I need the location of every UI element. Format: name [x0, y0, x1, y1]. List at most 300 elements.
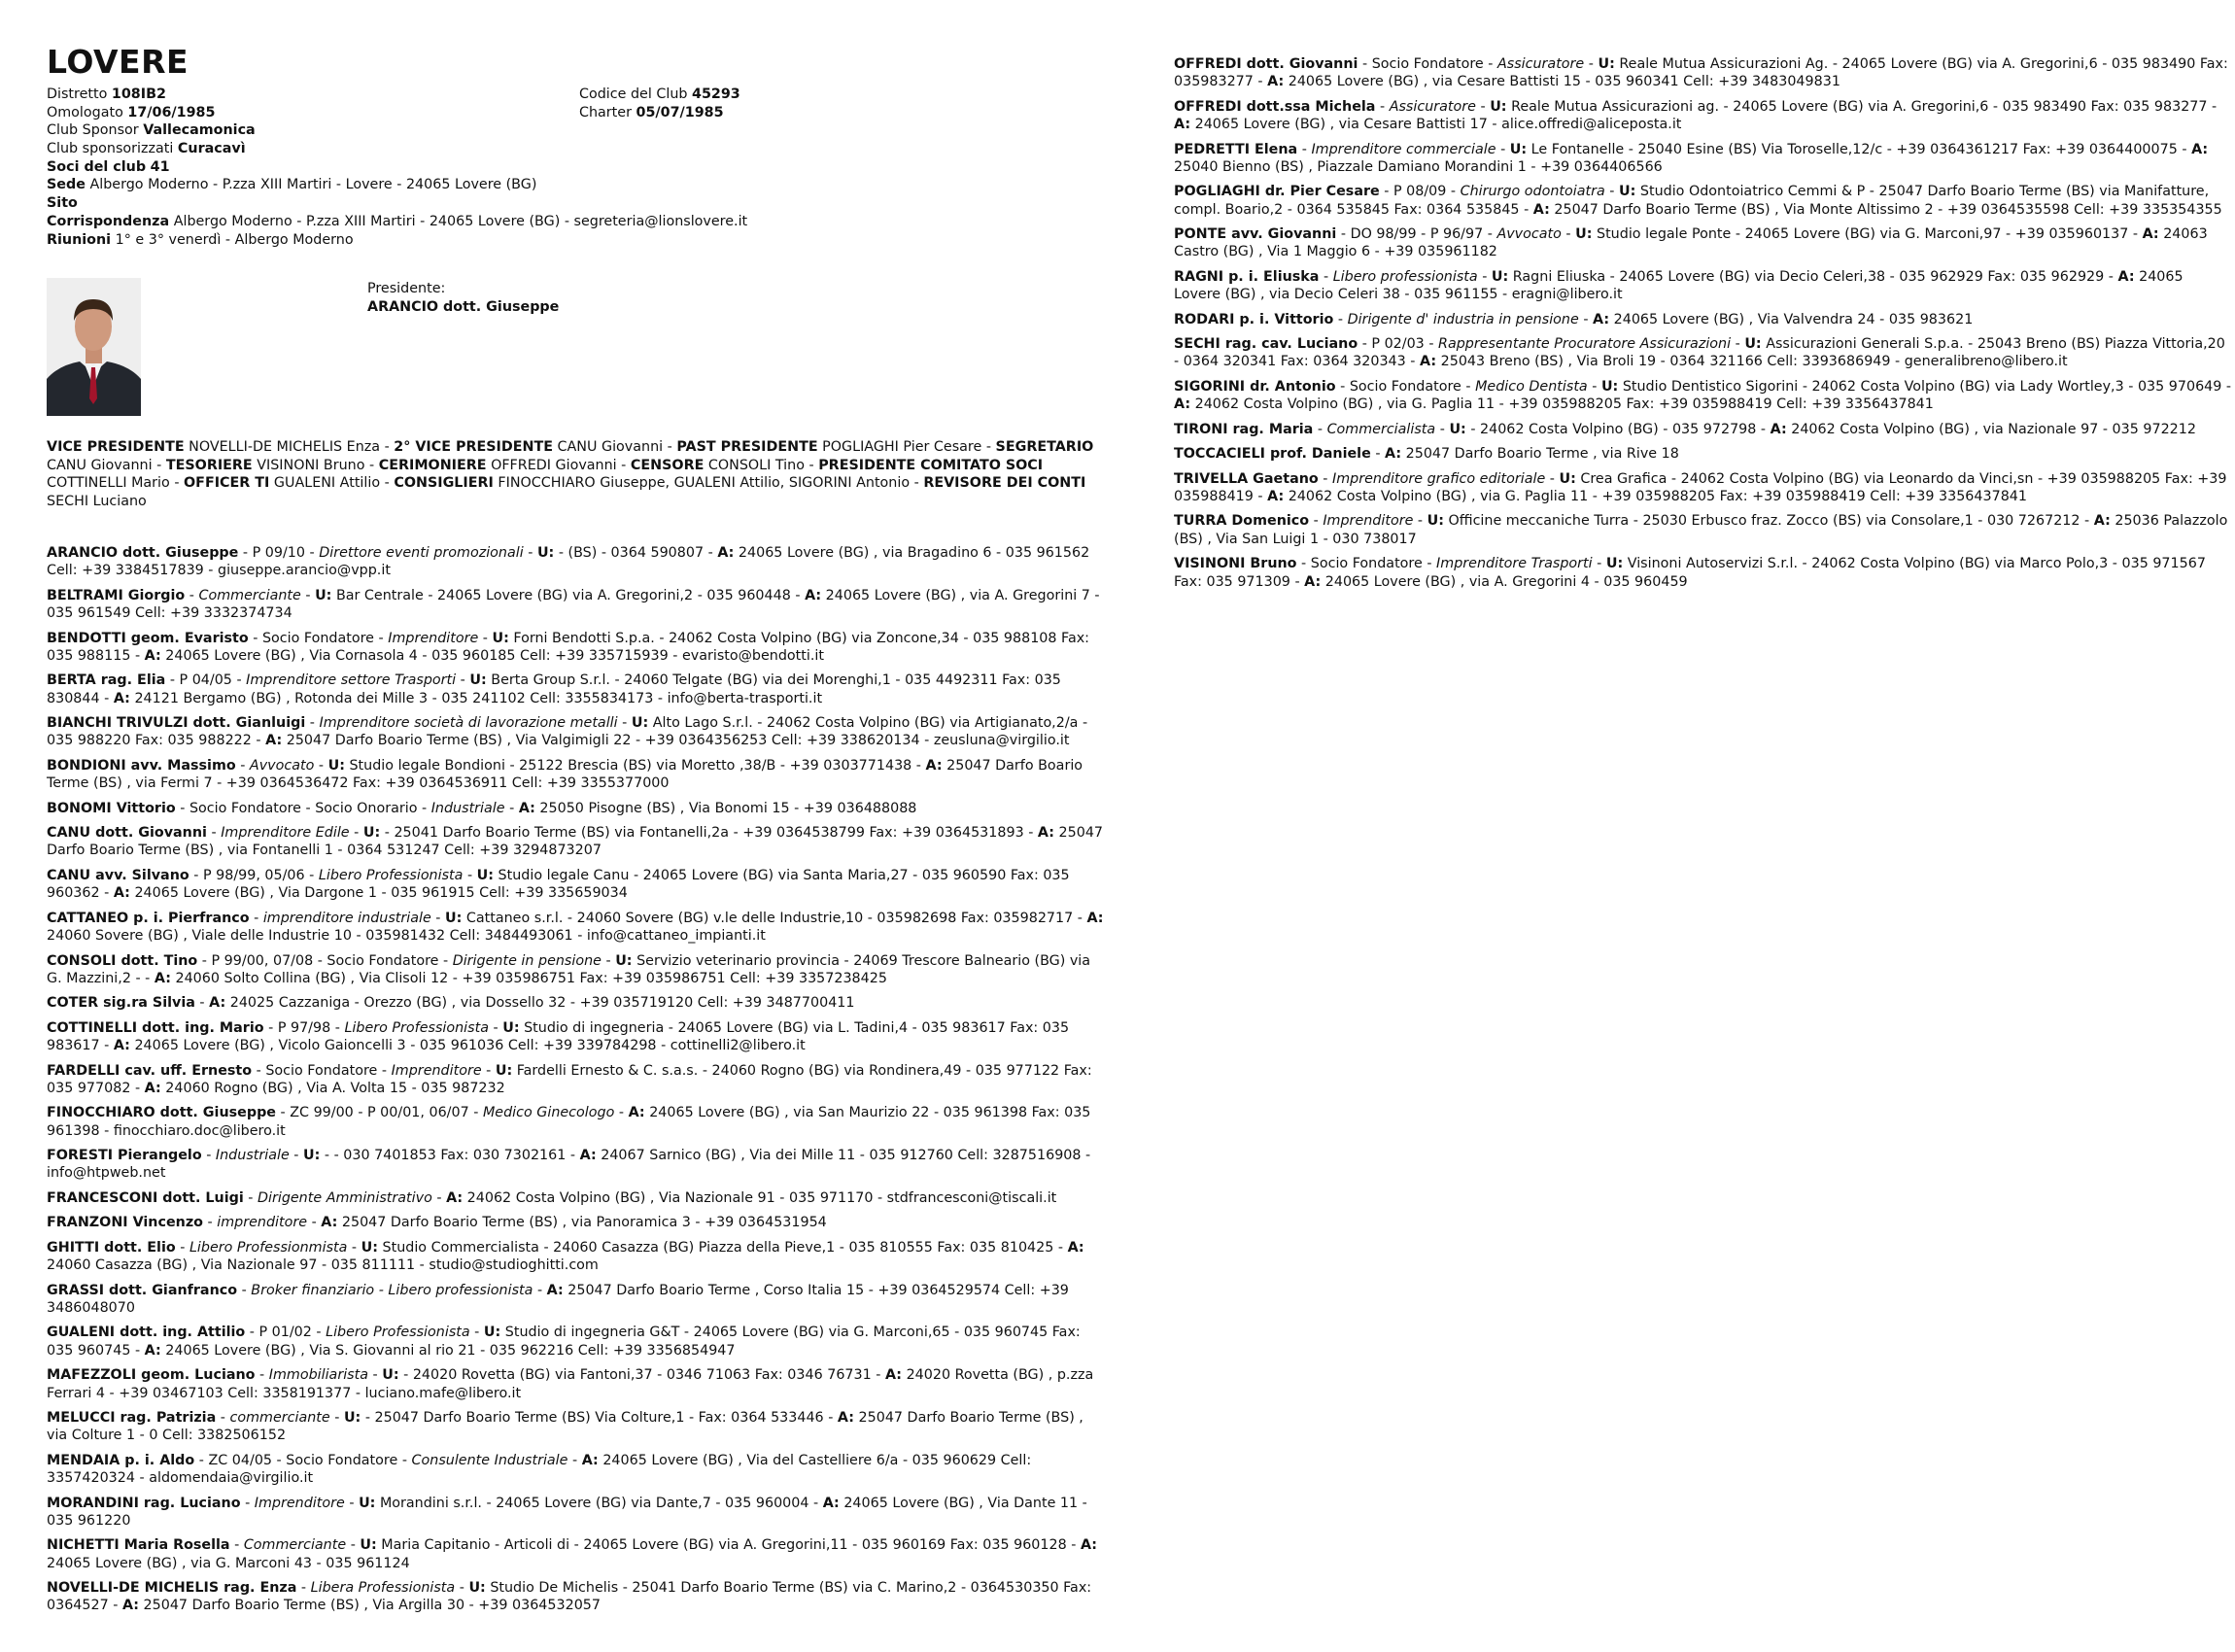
member-name: COTER sig.ra Silvia: [47, 995, 195, 1012]
officer-role: TESORIERE: [165, 457, 253, 473]
home-label: A:: [154, 970, 171, 986]
member-name: RODARI p. i. Vittorio: [1174, 311, 1334, 327]
work-address: Reale Mutua Assicurazioni Ag. - 24065 Lovere (BG) via A. Gregorini,6 - 035 983490 Fax: 035983277: [1174, 56, 2228, 90]
president-photo: [47, 278, 141, 416]
member-profession: Chirurgo odontoiatra: [1460, 184, 1605, 200]
home-address: 24065 Lovere (BG) , Via S. Giovanni al rio 21 - 035 962216 Cell: +39 3356854947: [165, 1342, 736, 1359]
member-entry: BERTA rag. Elia - P 04/05 - Imprenditore settore Trasporti - U: Berta Group S.r.l. - 24060 Telgate (BG) via dei Morenghi,1 - 035 4492311 Fax: 035 830844 - A: 24121 Bergamo (BG) , Rotonda dei Mille 3 - 035 241102 Cell: 3355834173 - info@berta-trasporti.it: [47, 672, 1061, 706]
member-profession: Imprenditore società di lavorazione metalli: [319, 715, 618, 732]
member-entry: BELTRAMI Giorgio - Commerciante - U: Bar Centrale - 24065 Lovere (BG) via A. Gregorini,2 - 035 960448 - A: 24065 Lovere (BG) , via A. Gregorini 7 - 035 961549 Cell: +39 3332374734: [47, 587, 1100, 622]
member-name: MAFEZZOLI geom. Luciano: [47, 1367, 256, 1384]
home-label: A:: [113, 1038, 130, 1054]
home-address: 24020 Rovetta (BG) , p.zza Ferrari 4 - +39 03467103 Cell: 3358191377 - luciano.mafe@libero.it: [47, 1367, 1094, 1401]
member-profession: Immobiliarista: [268, 1367, 368, 1384]
work-address: Studio Commercialista - 24060 Casazza (BG) Piazza della Pieve,1 - 035 810555 Fax: 035 810425: [382, 1239, 1054, 1256]
home-address: 24060 Solto Collina (BG) , Via Clisoli 12 - +39 035986751 Fax: +39 035986751 Cell: +39 3357238425: [175, 970, 887, 986]
charter: [579, 104, 724, 122]
member-name: BERTA rag. Elia: [47, 672, 166, 689]
members-list-left: [47, 544, 1106, 1622]
member-name: CANU dott. Giovanni: [47, 825, 207, 842]
home-label: A:: [1770, 421, 1787, 437]
officer-role: CONSIGLIERI: [394, 475, 494, 491]
home-address: 25047 Darfo Boario Terme (BS) , Via Valgimigli 22 - +39 0364356253 Cell: +39 338620134 - zeusluna@virgilio.it: [286, 733, 1070, 749]
member-name: ARANCIO dott. Giuseppe: [47, 545, 239, 561]
member-name: FARDELLI cav. uff. Ernesto: [47, 1062, 253, 1079]
member-name: TURRA Domenico: [1174, 513, 1310, 530]
home-address: 24065 Lovere (BG) , via A. Gregorini 7 - 035 961549 Cell: +39 3332374734: [47, 587, 1100, 622]
work-address: Fardelli Ernesto & C. s.a.s. - 24060 Rogno (BG) via Rondinera,49 - 035 977122 Fax: 035 977082: [47, 1062, 1092, 1096]
member-entry: CANU dott. Giovanni - Imprenditore Edile - U: - 25041 Darfo Boario Terme (BS) via Fontanelli,2a - +39 0364538799 Fax: +39 0364531893 - A: 25047 Darfo Boario Terme (BS) , via Fontanelli 1 - 0364 531247 Cell: +39 3294873207: [47, 825, 1104, 859]
member-entry: FRANZONI Vincenzo - imprenditore - A: 25047 Darfo Boario Terme (BS) , via Panoramica 3 - +39 0364531954: [47, 1215, 827, 1231]
officer-role: CENSORE: [630, 457, 705, 473]
member-entry: CANU avv. Silvano - P 98/99, 05/06 - Libero Professionista - U: Studio legale Canu - 24065 Lovere (BG) via Santa Maria,27 - 035 960590 Fax: 035 960362 - A: 24065 Lovere (BG) , Via Dargone 1 - 035 961915 Cell: +39 335659034: [47, 867, 1070, 902]
member-name: VISINONI Bruno: [1174, 556, 1297, 572]
work-address: Studio di ingegneria G&T - 24065 Lovere (BG) via G. Marconi,65 - 035 960745 Fax: 035 960745: [47, 1325, 1081, 1359]
soci-value: 41: [150, 158, 170, 175]
member-entry: BENDOTTI geom. Evaristo - Socio Fondatore - Imprenditore - U: Forni Bendotti S.p.a. - 24062 Costa Volpino (BG) via Zoncone,34 - 035 988108 Fax: 035 988115 - A: 24065 Lovere (BG) , Via Cornasola 4 - 035 960185 Cell: +39 335715939 - evaristo@bendotti.it: [47, 630, 1089, 664]
work-address: Servizio veterinario provincia - 24069 Trescore Balneario (BG) via G. Mazzini,2 -: [47, 952, 1091, 986]
member-role: Socio Fondatore: [261, 630, 374, 646]
officer-names: FINOCCHIARO Giuseppe, GUALENI Attilio, SIGORINI Antonio: [498, 475, 911, 491]
president-label: Presidente:: [367, 281, 446, 296]
member-name: FRANZONI Vincenzo: [47, 1215, 203, 1231]
home-address: 25047 Darfo Boario Terme (BS) , via Fontanelli 1 - 0364 531247 Cell: +39 3294873207: [47, 825, 1104, 859]
member-name: RAGNI p. i. Eliuska: [1174, 268, 1320, 285]
corrispondenza-label: Corrispondenza: [47, 213, 170, 229]
work-label: U:: [469, 672, 487, 689]
president-block: [367, 280, 559, 317]
work-address: - 24020 Rovetta (BG) via Fantoni,37 - 0346 71063 Fax: 0346 76731: [403, 1367, 872, 1384]
home-address: 24065 Lovere (BG) , via G. Marconi 43 - 035 961124: [47, 1555, 410, 1571]
officer-names: SECHI Luciano: [47, 493, 147, 509]
work-address: Le Fontanelle - 25040 Esine (BS) Via Toroselle,12/c - +39 0364361217 Fax: +39 0364400075: [1530, 141, 2178, 157]
member-profession: Broker finanziario - Libero professionista: [251, 1282, 533, 1298]
member-profession: Libero Professionmista: [189, 1239, 348, 1256]
home-label: A:: [717, 545, 735, 561]
member-profession: Assicuratore: [1496, 56, 1585, 72]
home-address: 24065 Lovere (BG) , via A. Gregorini 4 - 035 960459: [1324, 573, 1688, 590]
work-label: U:: [361, 1239, 378, 1256]
member-entry: FINOCCHIARO dott. Giuseppe - ZC 99/00 - P 00/01, 06/07 - Medico Ginecologo - A: 24065 Lovere (BG) , via San Maurizio 22 - 035 961398 Fax: 035 961398 - finocchiaro.doc@libero.it: [47, 1105, 1091, 1139]
work-label: U:: [362, 825, 381, 842]
home-label: A:: [209, 995, 226, 1012]
member-entry: BIANCHI TRIVULZI dott. Gianluigi - Imprenditore società di lavorazione metalli - U: Alto Lago S.r.l. - 24062 Costa Volpino (BG) via Artigianato,2/a - 035 988220 Fax: 035 988222 - A: 25047 Darfo Boario Terme (BS) , Via Valgimigli 22 - +39 0364356253 Cell: +39 338620134 - zeusluna@virgilio.it: [47, 715, 1088, 749]
home-label: A:: [2191, 141, 2209, 157]
member-profession: Direttore eventi promozionali: [319, 545, 524, 561]
member-profession: Industriale: [430, 800, 505, 816]
member-entry: ARANCIO dott. Giuseppe - P 09/10 - Direttore eventi promozionali - U: - (BS) - 0364 590807 - A: 24065 Lovere (BG) , via Bragadino 6 - 035 961562 Cell: +39 3384517839 - giuseppe.arancio@vpp.it: [47, 545, 1090, 579]
member-entry: OFFREDI dott. Giovanni - Socio Fondatore - Assicuratore - U: Reale Mutua Assicurazioni Ag. - 24065 Lovere (BG) via A. Gregorini,6 - 035 983490 Fax: 035983277 - A: 24065 Lovere (BG) , via Cesare Battisti 15 - 035 960341 Cell: +39 3483049831: [1174, 56, 2228, 90]
home-address: 24062 Costa Volpino (BG) , Via Nazionale 91 - 035 971170 - stdfrancesconi@tiscali.it: [466, 1189, 1057, 1206]
home-address: 24063 Castro (BG) , Via 1 Maggio 6 - +39 035961182: [1174, 226, 2208, 260]
member-profession: Medico Dentista: [1475, 378, 1588, 395]
work-address: Assicurazioni Generali S.p.a. - 25043 Breno (BS) Piazza Vittoria,20 - 0364 320341 Fax: 0364 320343: [1174, 336, 2225, 370]
member-profession: Dirigente in pensione: [452, 952, 602, 969]
home-address: 24062 Costa Volpino (BG) , via G. Paglia 11 - +39 035988205 Fax: +39 035988419 Cell: +39 3356437841: [1194, 396, 1934, 413]
member-name: OFFREDI dott.ssa Michela: [1174, 98, 1376, 115]
member-profession: Imprenditore Edile: [221, 825, 350, 842]
sponsor-row: [47, 121, 1018, 140]
work-label: U:: [1600, 378, 1619, 395]
members-list-right: [1174, 55, 2233, 598]
work-label: U:: [1490, 98, 1507, 115]
work-label: U:: [1491, 268, 1509, 285]
work-label: U:: [536, 545, 555, 561]
work-address: Morandini s.r.l. - 24065 Lovere (BG) via Dante,7 - 035 960004: [379, 1495, 809, 1511]
sede-label: Sede: [47, 177, 86, 193]
member-name: GHITTI dott. Elio: [47, 1239, 176, 1256]
sponsorizzati-label: Club sponsorizzati: [47, 141, 174, 157]
home-address: 25036 Palazzolo (BS) , Via San Luigi 1 - 030 738017: [1174, 513, 2228, 547]
work-address: Officine meccaniche Turra - 25030 Erbusco fraz. Zocco (BS) via Consolare,1 - 030 7267212: [1448, 513, 2080, 530]
member-name: CATTANEO p. i. Pierfranco: [47, 910, 250, 926]
member-profession: Imprenditore: [1323, 513, 1414, 530]
home-label: A:: [805, 587, 822, 603]
home-address: 24060 Casazza (BG) , Via Nazionale 97 - 035 811111 - studio@studioghitti.com: [47, 1257, 599, 1274]
officer-role: PAST PRESIDENTE: [676, 439, 818, 455]
member-entry: RAGNI p. i. Eliuska - Libero professionista - U: Ragni Eliuska - 24065 Lovere (BG) via Decio Celeri,38 - 035 962929 Fax: 035 962929 - A: 24065 Lovere (BG) , via Decio Celeri 38 - 035 961155 - eragni@libero.it: [1174, 268, 2183, 303]
member-entry: COTER sig.ra Silvia - A: 24025 Cazzaniga - Orezzo (BG) , via Dossello 32 - +39 035719120 Cell: +39 3487700411: [47, 995, 855, 1012]
member-profession: Commercialista: [1326, 421, 1436, 437]
work-address: - - 030 7401853 Fax: 030 7302161: [324, 1148, 567, 1164]
work-label: U:: [1427, 513, 1444, 530]
member-entry: GRASSI dott. Gianfranco - Broker finanziario - Libero professionista - A: 25047 Darfo Boario Terme , Corso Italia 15 - +39 0364529574 Cell: +39 3486048070: [47, 1282, 1069, 1316]
work-label: U:: [483, 1325, 501, 1341]
officer-names: OFFREDI Giovanni: [491, 457, 617, 473]
member-name: FORESTI Pierangelo: [47, 1148, 202, 1164]
work-label: U:: [327, 757, 345, 774]
home-address: 24065 Lovere (BG) , Via Dargone 1 - 035 961915 Cell: +39 335659034: [134, 885, 628, 902]
omologato-label: Omologato: [47, 104, 123, 120]
home-label: A:: [2117, 268, 2135, 285]
officer-names: VISINONI Bruno: [257, 457, 365, 473]
member-entry: SIGORINI dr. Antonio - Socio Fondatore - Medico Dentista - U: Studio Dentistico Sigorini - 24062 Costa Volpino (BG) via Lady Wortley,3 - 035 970649 - A: 24062 Costa Volpino (BG) , via G. Paglia 11 - +39 035988205 Fax: +39 035988419 Cell: +39 3356437841: [1174, 378, 2232, 413]
work-address: - 25041 Darfo Boario Terme (BS) via Fontanelli,2a - +39 0364538799 Fax: +39 0364531893: [384, 825, 1024, 842]
work-label: U:: [615, 952, 633, 969]
member-entry: CONSOLI dott. Tino - P 99/00, 07/08 - Socio Fondatore - Dirigente in pensione - U: Servizio veterinario provincia - 24069 Trescore Balneario (BG) via G. Mazzini,2 - - A: 24060 Solto Collina (BG) , Via Clisoli 12 - +39 035986751 Fax: +39 035986751 Cell: +39 3357238425: [47, 952, 1091, 986]
home-label: A:: [581, 1452, 599, 1468]
officer-names: NOVELLI-DE MICHELIS Enza: [189, 439, 381, 455]
work-label: U:: [1605, 556, 1624, 572]
member-name: PEDRETTI Elena: [1174, 141, 1298, 157]
work-label: U:: [476, 867, 494, 883]
officer-names: GUALENI Attilio: [273, 475, 381, 491]
work-address: Cattaneo s.r.l. - 24060 Sovere (BG) v.le delle Industrie,10 - 035982698 Fax: 035982717: [465, 910, 1074, 926]
member-entry: NICHETTI Maria Rosella - Commerciante - U: Maria Capitanio - Articoli di - 24065 Lovere (BG) via A. Gregorini,11 - 035 960169 Fax: 035 960128 - A: 24065 Lovere (BG) , via G. Marconi 43 - 035 961124: [47, 1537, 1097, 1571]
member-role: ZC 99/00 - P 00/01, 06/07: [290, 1105, 469, 1121]
work-label: U:: [468, 1580, 486, 1597]
member-profession: Dirigente Amministrativo: [257, 1189, 432, 1206]
member-profession: imprenditore industriale: [262, 910, 431, 926]
member-entry: TURRA Domenico - Imprenditore - U: Officine meccaniche Turra - 25030 Erbusco fraz. Zocco (BS) via Consolare,1 - 030 7267212 - A: 25036 Palazzolo (BS) , Via San Luigi 1 - 030 738017: [1174, 513, 2228, 547]
member-entry: FARDELLI cav. uff. Ernesto - Socio Fondatore - Imprenditore - U: Fardelli Ernesto & C. s.a.s. - 24060 Rogno (BG) via Rondinera,49 - 035 977122 Fax: 035 977082 - A: 24060 Rogno (BG) , Via A. Volta 15 - 035 987232: [47, 1062, 1092, 1096]
work-label: U:: [1575, 226, 1593, 243]
member-name: COTTINELLI dott. ing. Mario: [47, 1019, 264, 1036]
member-profession: Libera Professionista: [310, 1580, 456, 1597]
work-label: U:: [495, 1062, 513, 1079]
officer-names: CONSOLI Tino: [707, 457, 805, 473]
member-name: TIRONI rag. Maria: [1174, 421, 1314, 437]
home-label: A:: [1593, 311, 1610, 327]
member-entry: TIRONI rag. Maria - Commercialista - U: - 24062 Costa Volpino (BG) - 035 972798 - A: 24062 Costa Volpino (BG) , via Nazionale 97 - 035 972212: [1174, 421, 2196, 437]
member-name: BONDIONI avv. Massimo: [47, 757, 236, 774]
work-label: U:: [445, 910, 463, 926]
work-address: Studio Dentistico Sigorini - 24062 Costa Volpino (BG) via Lady Wortley,3 - 035 970649: [1622, 378, 2222, 395]
member-name: BENDOTTI geom. Evaristo: [47, 630, 249, 646]
member-profession: Libero professionista: [1332, 268, 1478, 285]
work-address: Studio legale Canu - 24065 Lovere (BG) via Santa Maria,27 - 035 960590 Fax: 035 960362: [47, 867, 1070, 902]
club-name: LOVERE: [47, 43, 189, 81]
corrispondenza-value: Albergo Moderno - P.zza XIII Martiri - 24065 Lovere (BG) - segreteria@lionslovere.it: [173, 213, 748, 229]
member-profession: Imprenditore: [391, 1062, 482, 1079]
home-address: 24121 Bergamo (BG) , Rotonda dei Mille 3 - 035 241102 Cell: 3355834173 - info@berta-trasporti.it: [134, 690, 823, 706]
member-role: Socio Fondatore: [1349, 378, 1461, 395]
work-address: - (BS) - 0364 590807: [558, 545, 705, 561]
officer-role: PRESIDENTE COMITATO SOCI: [818, 457, 1044, 473]
officer-names: POGLIAGHI Pier Cesare: [822, 439, 982, 455]
member-profession: Imprenditore settore Trasporti: [246, 672, 457, 689]
home-address: 24065 Lovere (BG) , via San Maurizio 22 - 035 961398 Fax: 035 961398 - finocchiaro.doc@libero.it: [47, 1105, 1091, 1139]
president-portrait-icon: [47, 278, 141, 416]
member-entry: PEDRETTI Elena - Imprenditore commerciale - U: Le Fontanelle - 25040 Esine (BS) Via Toroselle,12/c - +39 0364361217 Fax: +39 0364400075 - A: 25040 Bienno (BS) , Piazzale Damiano Morandini 1 - +39 0364406566: [1174, 141, 2209, 175]
member-profession: Commerciante: [243, 1537, 347, 1554]
sito-row: [47, 194, 1018, 213]
work-label: U:: [1598, 56, 1615, 72]
codice-value: 45293: [692, 86, 740, 102]
member-profession: Libero Professionista: [318, 867, 464, 883]
member-entry: CATTANEO p. i. Pierfranco - imprenditore industriale - U: Cattaneo s.r.l. - 24060 Sovere (BG) v.le delle Industrie,10 - 035982698 Fax: 035982717 - A: 24060 Sovere (BG) , Viale delle Industrie 10 - 035981432 Cell: 3484493061 - info@cattaneo_impianti.it: [47, 910, 1104, 945]
member-profession: Imprenditore: [388, 630, 479, 646]
sponsorizzati-row: [47, 140, 1018, 158]
home-address: 25047 Darfo Boario Terme (BS) , via Panoramica 3 - +39 0364531954: [341, 1215, 827, 1231]
work-label: U:: [1449, 421, 1466, 437]
member-name: CANU avv. Silvano: [47, 867, 189, 883]
omologato-row: [47, 104, 1018, 122]
member-name: TOCCACIELI prof. Daniele: [1174, 446, 1371, 463]
work-address: Studio legale Bondioni - 25122 Brescia (BS) via Moretto ,38/B - +39 0303771438: [349, 757, 912, 774]
member-name: OFFREDI dott. Giovanni: [1174, 56, 1358, 72]
work-label: U:: [631, 715, 649, 732]
officer-names: CANU Giovanni: [557, 439, 664, 455]
sponsor-value: Vallecamonica: [143, 122, 256, 139]
officer-role: 2° VICE PRESIDENTE: [394, 439, 553, 455]
member-name: MORANDINI rag. Luciano: [47, 1495, 241, 1511]
codice-club: [579, 86, 740, 104]
home-address: 25043 Breno (BS) , Via Broli 19 - 0364 321166 Cell: 3393686949 - generalibreno@libero.it: [1440, 354, 2068, 370]
work-address: Visinoni Autoservizi S.r.l. - 24062 Costa Volpino (BG) via Marco Polo,3 - 035 971567 Fax: 035 971309: [1174, 556, 2206, 590]
home-label: A:: [321, 1215, 338, 1231]
sede-row: [47, 176, 1018, 194]
member-profession: Assicuratore: [1389, 98, 1476, 115]
member-name: MELUCCI rag. Patrizia: [47, 1410, 217, 1426]
home-label: A:: [1420, 354, 1437, 370]
work-label: U:: [492, 630, 509, 646]
home-label: A:: [446, 1189, 464, 1206]
member-role: P 97/98: [277, 1019, 331, 1036]
codice-label: Codice del Club: [579, 86, 688, 102]
club-officers: VICE PRESIDENTE NOVELLI-DE MICHELIS Enza - 2° VICE PRESIDENTE CANU Giovanni - PAST PRESIDENTE POGLIAGHI Pier Cesare - SEGRETARIO CANU Giovanni - TESORIERE VISINONI Bruno - CERIMONIERE OFFREDI Giovanni - CENSORE CONSOLI Tino - PRESIDENTE COMITATO SOCI COTTINELLI Mario - OFFICER TI GUALENI Attilio - CONSIGLIERI FINOCCHIARO Giuseppe, GUALENI Attilio, SIGORINI Antonio - REVISORE DEI CONTI SECHI Luciano: [47, 439, 1094, 509]
member-name: NOVELLI-DE MICHELIS rag. Enza: [47, 1580, 297, 1597]
member-role: Socio Fondatore: [265, 1062, 378, 1079]
home-label: A:: [1174, 117, 1191, 133]
sito-label: Sito: [47, 195, 78, 212]
home-address: 24065 Lovere (BG) , Via Valvendra 24 - 035 983621: [1613, 311, 1974, 327]
work-label: U:: [343, 1410, 361, 1426]
member-role: Socio Fondatore: [1310, 556, 1423, 572]
home-label: A:: [1080, 1537, 1097, 1554]
member-name: SECHI rag. cav. Luciano: [1174, 336, 1358, 353]
home-label: A:: [113, 690, 130, 706]
home-label: A:: [144, 647, 161, 664]
officer-role: CERIMONIERE: [378, 457, 487, 473]
member-profession: Rappresentante Procuratore Assicurazioni: [1438, 336, 1732, 353]
corrispondenza-row: [47, 213, 1018, 231]
member-profession: Imprenditore commerciale: [1311, 141, 1496, 157]
home-label: A:: [579, 1148, 597, 1164]
home-label: A:: [1385, 446, 1402, 463]
member-entry: MORANDINI rag. Luciano - Imprenditore - U: Morandini s.r.l. - 24065 Lovere (BG) via Dante,7 - 035 960004 - A: 24065 Lovere (BG) , Via Dante 11 - 035 961220: [47, 1495, 1087, 1529]
work-address: Studio di ingegneria - 24065 Lovere (BG) via L. Tadini,4 - 035 983617 Fax: 035 983617: [47, 1019, 1070, 1054]
home-address: 25047 Darfo Boario Terme (BS) , via Colture 1 - 0 Cell: 3382506152: [47, 1410, 1083, 1444]
home-label: A:: [628, 1105, 645, 1121]
member-role: P 99/00, 07/08 - Socio Fondatore: [211, 952, 439, 969]
member-name: NICHETTI Maria Rosella: [47, 1537, 230, 1554]
work-label: U:: [359, 1495, 376, 1511]
distretto-row: [47, 86, 1018, 104]
sede-value: Albergo Moderno - P.zza XIII Martiri - Lovere - 24065 Lovere (BG): [89, 177, 537, 193]
work-address: Reale Mutua Assicurazioni ag. - 24065 Lovere (BG) via A. Gregorini,6 - 035 983490 Fax: 035 983277: [1511, 98, 2208, 115]
home-address: 24062 Costa Volpino (BG) , via G. Paglia 11 - +39 035988205 Fax: +39 035988419 Cell: +39 3356437841: [1288, 489, 2027, 504]
home-address: 24065 Lovere (BG) , Vicolo Gaioncelli 3 - 035 961036 Cell: +39 339784298 - cottinelli2@libero.it: [134, 1038, 806, 1054]
officer-role: REVISORE DEI CONTI: [923, 475, 1086, 491]
home-address: 24060 Sovere (BG) , Viale delle Industrie 10 - 035981432 Cell: 3484493061 - info@cattaneo_impianti.it: [47, 928, 766, 945]
home-address: 24060 Rogno (BG) , Via A. Volta 15 - 035 987232: [165, 1080, 505, 1096]
riunioni-value: 1° e 3° venerdì - Albergo Moderno: [115, 231, 354, 248]
home-label: A:: [1532, 201, 1550, 218]
sponsorizzati-value: Curacavì: [177, 141, 246, 157]
member-profession: Medico Ginecologo: [482, 1105, 615, 1121]
officer-names: COTTINELLI Mario: [47, 475, 170, 491]
home-address: 25047 Darfo Boario Terme (BS) , via Fermi 7 - +39 0364536472 Fax: +39 0364536911 Cell: +39 3355377000: [47, 757, 1083, 792]
member-role: P 09/10: [252, 545, 305, 561]
member-entry: MELUCCI rag. Patrizia - commerciante - U: - 25047 Darfo Boario Terme (BS) Via Colture,1 - Fax: 0364 533446 - A: 25047 Darfo Boario Terme (BS) , via Colture 1 - 0 Cell: 3382506152: [47, 1410, 1083, 1444]
member-profession: Imprenditore: [254, 1495, 345, 1511]
home-label: A:: [1067, 1239, 1084, 1256]
member-name: MENDAIA p. i. Aldo: [47, 1452, 195, 1468]
work-address: Studio legale Ponte - 24065 Lovere (BG) via G. Marconi,97 - +39 035960137: [1597, 226, 2129, 243]
cut-off-entry: [1174, 40, 2228, 46]
riunioni-row: [47, 231, 1018, 250]
member-name: PONTE avv. Giovanni: [1174, 226, 1337, 243]
club-info: [47, 86, 1018, 249]
work-address: Studio Odontoiatrico Cemmi & P - 25047 Darfo Boario Terme (BS) via Manifatture, compl. Boario,2 - 0364 535845 Fax: 0364 535845: [1174, 184, 2210, 218]
home-label: A:: [2142, 226, 2159, 243]
member-profession: Consulente Industriale: [411, 1452, 568, 1468]
home-address: 25047 Darfo Boario Terme , Corso Italia 15 - +39 0364529574 Cell: +39 3486048070: [47, 1282, 1069, 1316]
member-entry: BONDIONI avv. Massimo - Avvocato - U: Studio legale Bondioni - 25122 Brescia (BS) via Moretto ,38/B - +39 0303771438 - A: 25047 Darfo Boario Terme (BS) , via Fermi 7 - +39 0364536472 Fax: +39 0364536911 Cell: +39 3355377000: [47, 757, 1083, 792]
member-name: BELTRAMI Giorgio: [47, 587, 186, 603]
member-name: POGLIAGHI dr. Pier Cesare: [1174, 184, 1380, 200]
officer-names: CANU Giovanni: [47, 457, 153, 473]
work-label: U:: [502, 1019, 520, 1036]
home-label: A:: [1174, 396, 1191, 413]
member-name: FINOCCHIARO dott. Giuseppe: [47, 1105, 276, 1121]
home-label: A:: [837, 1410, 854, 1426]
home-address: 24065 Lovere (BG) , Via Cornasola 4 - 035 960185 Cell: +39 335715939 - evaristo@bendotti.it: [165, 647, 824, 664]
home-label: A:: [1304, 573, 1322, 590]
home-address: 24025 Cazzaniga - Orezzo (BG) , via Dossello 32 - +39 035719120 Cell: +39 3487700411: [229, 995, 855, 1012]
home-address: 25050 Pisogne (BS) , Via Bonomi 15 - +39 036488088: [539, 800, 917, 816]
home-address: 24065 Lovere (BG) , Via Dante 11 - 035 961220: [47, 1495, 1087, 1529]
home-label: A:: [1037, 825, 1054, 842]
home-label: A:: [113, 885, 130, 902]
member-role: P 04/05: [179, 672, 232, 689]
charter-value: 05/07/1985: [636, 104, 724, 120]
member-profession: Avvocato: [249, 757, 315, 774]
home-label: A:: [1086, 910, 1104, 926]
member-profession: Commerciante: [198, 587, 301, 603]
member-profession: commerciante: [229, 1410, 330, 1426]
member-entry: MAFEZZOLI geom. Luciano - Immobiliarista - U: - 24020 Rovetta (BG) via Fantoni,37 - 0346 71063 Fax: 0346 76731 - A: 24020 Rovetta (BG) , p.zza Ferrari 4 - +39 03467103 Cell: 3358191377 - luciano.mafe@libero.it: [47, 1367, 1094, 1401]
sponsor-label: Club Sponsor: [47, 122, 139, 139]
home-label: A:: [1267, 74, 1285, 90]
member-name: FRANCESCONI dott. Luigi: [47, 1189, 244, 1206]
member-role: P 98/99, 05/06: [202, 867, 305, 883]
member-entry: TOCCACIELI prof. Daniele - A: 25047 Darfo Boario Terme , via Rive 18: [1174, 446, 1679, 463]
home-address: 25047 Darfo Boario Terme , via Rive 18: [1405, 446, 1679, 463]
member-role: P 08/09: [1393, 184, 1447, 200]
work-address: Ragni Eliuska - 24065 Lovere (BG) via Decio Celeri,38 - 035 962929 Fax: 035 962929: [1512, 268, 2105, 285]
member-entry: POGLIAGHI dr. Pier Cesare - P 08/09 - Chirurgo odontoiatra - U: Studio Odontoiatrico Cemmi & P - 25047 Darfo Boario Terme (BS) via Manifatture, compl. Boario,2 - 0364 535845 Fax: 0364 535845 - A: 25047 Darfo Boario Terme (BS) , Via Monte Altissimo 2 - +39 0364535598 Cell: +39 335354355: [1174, 184, 2222, 218]
home-address: 25047 Darfo Boario Terme (BS) , Via Monte Altissimo 2 - +39 0364535598 Cell: +39 335354355: [1554, 201, 2222, 218]
member-name: CONSOLI dott. Tino: [47, 952, 198, 969]
home-address: 24065 Lovere (BG) , via Cesare Battisti 15 - 035 960341 Cell: +39 3483049831: [1288, 74, 1840, 90]
member-name: TRIVELLA Gaetano: [1174, 470, 1319, 487]
work-label: U:: [1619, 184, 1636, 200]
home-label: A:: [121, 1598, 139, 1614]
work-label: U:: [360, 1537, 377, 1554]
work-label: U:: [315, 587, 332, 603]
member-entry: GHITTI dott. Elio - Libero Professionmista - U: Studio Commercialista - 24060 Casazza (BG) Piazza della Pieve,1 - 035 810555 Fax: 035 810425 - A: 24060 Casazza (BG) , Via Nazionale 97 - 035 811111 - studio@studioghitti.com: [47, 1239, 1084, 1274]
officer-role: OFFICER TI: [184, 475, 270, 491]
work-label: U:: [1744, 336, 1762, 353]
member-entry: COTTINELLI dott. ing. Mario - P 97/98 - Libero Professionista - U: Studio di ingegneria - 24065 Lovere (BG) via L. Tadini,4 - 035 983617 Fax: 035 983617 - A: 24065 Lovere (BG) , Vicolo Gaioncelli 3 - 035 961036 Cell: +39 339784298 - cottinelli2@libero.it: [47, 1019, 1070, 1054]
soci-row: [47, 158, 1018, 177]
home-address: 24062 Costa Volpino (BG) , via Nazionale 97 - 035 972212: [1791, 421, 2196, 437]
member-profession: Libero Professionista: [326, 1325, 470, 1341]
member-role: P 02/03: [1371, 336, 1425, 353]
officer-role: SEGRETARIO: [995, 439, 1094, 455]
home-label: A:: [822, 1495, 840, 1511]
member-entry: NOVELLI-DE MICHELIS rag. Enza - Libera Professionista - U: Studio De Michelis - 25041 Darfo Boario Terme (BS) via C. Marino,2 - 0364530350 Fax: 0364527 - A: 25047 Darfo Boario Terme (BS) , Via Argilla 30 - +39 0364532057: [47, 1580, 1092, 1614]
work-label: U:: [1509, 141, 1528, 157]
riunioni-label: Riunioni: [47, 231, 112, 248]
work-address: Crea Grafica - 24062 Costa Volpino (BG) via Leonardo da Vinci,sn - +39 035988205 Fax: +39 035988419: [1174, 470, 2227, 504]
home-label: A:: [144, 1342, 161, 1359]
member-profession: Industriale: [215, 1148, 290, 1164]
home-label: A:: [518, 800, 535, 816]
member-entry: FRANCESCONI dott. Luigi - Dirigente Amministrativo - A: 24062 Costa Volpino (BG) , Via Nazionale 91 - 035 971170 - stdfrancesconi@tiscali.it: [47, 1189, 1057, 1206]
home-address: 24065 Lovere (BG) , via Cesare Battisti 17 - alice.offredi@aliceposta.it: [1194, 117, 1682, 133]
member-profession: Dirigente d' industria in pensione: [1347, 311, 1579, 327]
home-address: 24065 Lovere (BG) , via Decio Celeri 38 - 035 961155 - eragni@libero.it: [1174, 268, 2183, 303]
distretto-value: 108IB2: [111, 86, 166, 102]
work-address: Berta Group S.r.l. - 24060 Telgate (BG) via dei Morenghi,1 - 035 4492311 Fax: 035 830844: [47, 672, 1061, 706]
member-entry: GUALENI dott. ing. Attilio - P 01/02 - Libero Professionista - U: Studio di ingegneria G&T - 24065 Lovere (BG) via G. Marconi,65 - 035 960745 Fax: 035 960745 - A: 24065 Lovere (BG) , Via S. Giovanni al rio 21 - 035 962216 Cell: +39 3356854947: [47, 1325, 1081, 1359]
member-name: SIGORINI dr. Antonio: [1174, 378, 1336, 395]
member-entry: SECHI rag. cav. Luciano - P 02/03 - Rappresentante Procuratore Assicurazioni - U: Assicurazioni Generali S.p.a. - 25043 Breno (BS) Piazza Vittoria,20 - 0364 320341 Fax: 0364 320343 - A: 25043 Breno (BS) , Via Broli 19 - 0364 321166 Cell: 3393686949 - generalibreno@libero.it: [1174, 336, 2225, 370]
member-profession: Libero Professionista: [344, 1019, 489, 1036]
